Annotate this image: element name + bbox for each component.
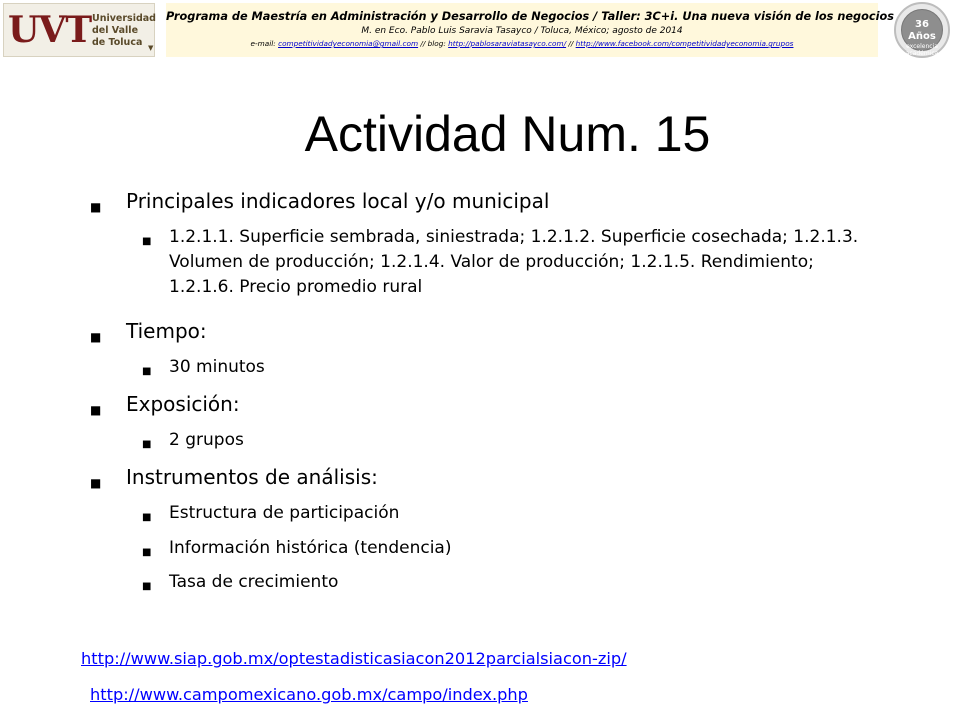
facebook-link[interactable]: http://www.facebook.com/competitividadyeconomia.grupos [575,39,794,48]
contact-line: e-mail: competitividadyeconomia@gmail.com // blog: http://pablosaraviatasayco.com/ // http://www.facebook.com/competitividadyeconomia.grupos [250,39,794,48]
chevron-down-icon: ▼ [148,44,154,52]
square-bullet-icon: ■ [90,200,102,214]
campomexicano-link[interactable]: http://www.campomexicano.gob.mx/campo/index.php [90,685,528,704]
square-bullet-icon: ■ [142,236,152,247]
anniversary-seal: 36 Años excelencia académica [894,2,950,58]
header [0,0,960,60]
siap-link[interactable]: http://www.siap.gob.mx/optestadisticasiacon2012parcialsiacon-zip/ [81,649,627,668]
slide-title: Actividad Num. 15 [304,106,711,162]
university-logo[interactable] [3,3,155,57]
email-link[interactable]: competitividadyeconomia@gmail.com [278,39,419,48]
square-bullet-icon: ■ [142,547,152,558]
square-bullet-icon: ■ [90,476,102,490]
square-bullet-icon: ■ [90,330,102,344]
square-bullet-icon: ■ [142,512,152,523]
program-banner [166,3,894,57]
square-bullet-icon: ■ [142,439,152,450]
program-title: Programa de Maestría en Administración y Desarrollo de Negocios / Taller: 3C+i. Una nueva visión de los negocios [166,10,894,23]
blog-link[interactable]: http://pablosaraviatasayco.com/ [448,39,567,48]
logo-mark: UVT [8,9,92,51]
author-line: M. en Eco. Pablo Luis Saravia Tasayco / Toluca, México; agosto de 2014 [361,26,683,36]
square-bullet-icon: ■ [142,581,152,592]
square-bullet-icon: ■ [142,366,152,377]
square-bullet-icon: ■ [90,403,102,417]
logo-text: Universidad del Valle de Toluca [92,13,156,48]
